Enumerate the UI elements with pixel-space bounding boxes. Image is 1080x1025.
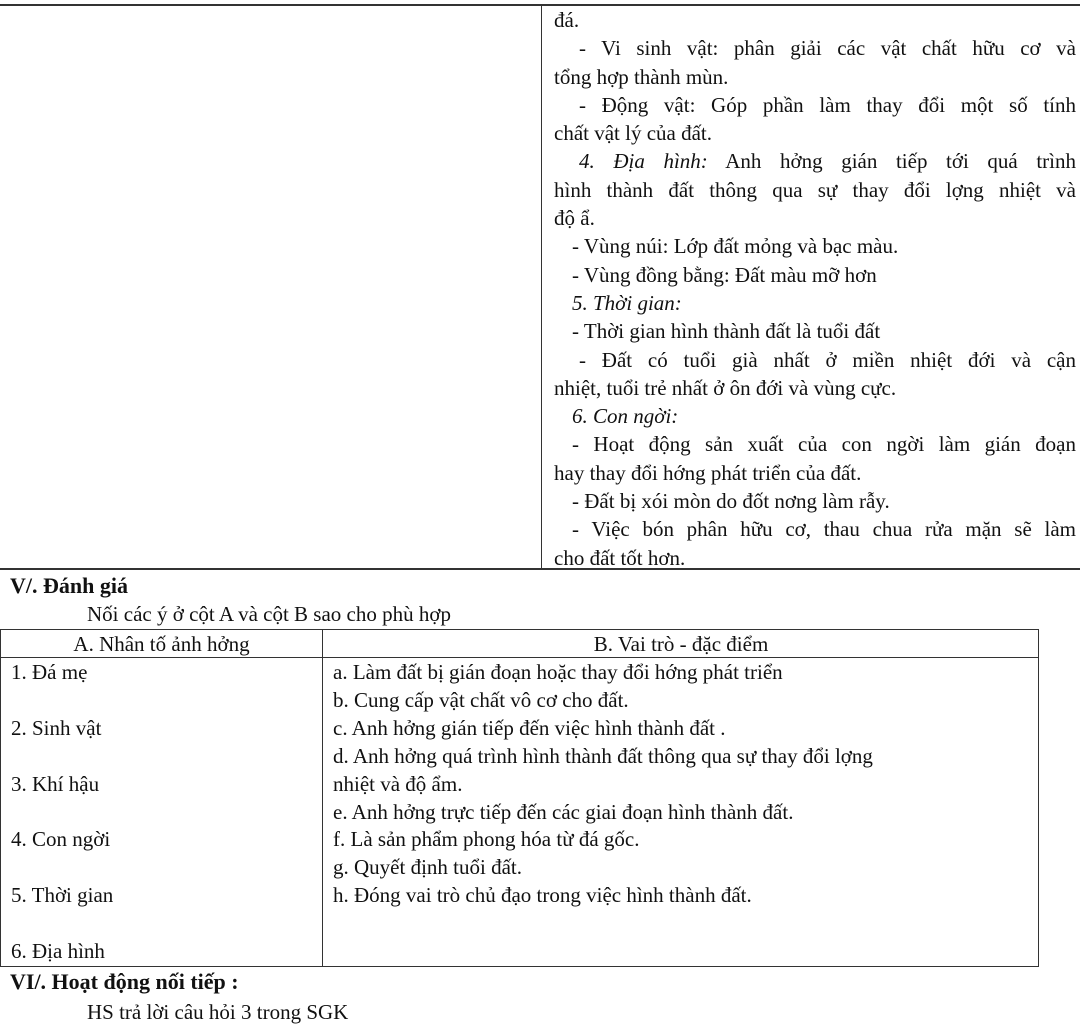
text-line: [554, 147, 1076, 175]
role-item: f. Là sản phẩm phong hóa từ đá gốc.: [333, 827, 640, 851]
factor-item: 5. Thời gian: [11, 883, 114, 907]
role-item: b. Cung cấp vật chất vô cơ cho đất.: [333, 688, 629, 712]
text-line: - Đất có tuổi già nhất ở miền nhiệt đới và cận: [579, 347, 1076, 372]
matching-table: [0, 629, 1039, 967]
text-line: - Vùng đồng bằng: Đất màu mỡ hơn: [572, 262, 877, 287]
text-line: - Đất bị xói mòn do đốt nơng làm rẫy.: [572, 489, 890, 514]
header-column-a: A. Nhân tố ảnh hởng: [73, 632, 250, 656]
role-item: h. Đóng vai trò chủ đạo trong việc hình thành đất.: [333, 883, 752, 907]
factor-item: 6. Địa hình: [11, 939, 105, 963]
text-line: - Việc bón phân hữu cơ, thau chua rửa mặn sẽ làm: [572, 517, 1076, 542]
factor-item: 1. Đá mẹ: [11, 660, 88, 684]
text-fragment: Anh hởng gián tiếp tới quá trình: [707, 149, 1076, 174]
text-line: - Vi sinh vật: phân giải các vật chất hữu cơ và: [579, 36, 1076, 61]
text-line: hình thành đất thông qua sự thay đổi lợng nhiệt và: [554, 177, 1076, 202]
heading-thoi-gian: [554, 289, 1076, 317]
text-line: đá.: [554, 8, 580, 32]
section-title-hoat-dong-noi-tiep: VI/. Hoạt động nối tiếp :: [10, 969, 239, 994]
text-line: chất vật lý của đất.: [554, 121, 713, 146]
role-item: nhiệt và độ ẩm.: [333, 772, 463, 796]
homework-text: HS trả lời câu hỏi 3 trong SGK: [87, 1000, 349, 1024]
heading-con-nguoi: [554, 402, 1076, 430]
text-line: - Thời gian hình thành đất là tuổi đất: [572, 319, 881, 344]
content-table-continuation: [0, 4, 1080, 570]
text-line: hay thay đổi hớng phát triển của đất.: [554, 460, 862, 485]
heading-text: 6. Con ngời:: [572, 404, 679, 429]
factor-item: 2. Sinh vật: [11, 716, 102, 740]
text-line: nhiệt, tuổi trẻ nhất ở ôn đới và vùng cực.: [554, 375, 897, 400]
text-line: - Động vật: Góp phần làm thay đổi một số tính: [579, 92, 1076, 117]
text-line: độ ẩ.: [554, 206, 595, 231]
header-column-b: B. Vai trò - đặc điểm: [593, 632, 769, 656]
text-line: tổng hợp thành mùn.: [554, 64, 729, 89]
section-title-danh-gia: V/. Đánh giá: [10, 573, 128, 598]
role-item: c. Anh hởng gián tiếp đến việc hình thành đất .: [333, 716, 726, 740]
factor-item: 3. Khí hậu: [11, 772, 100, 796]
content-cell: [543, 6, 1076, 568]
teacher-student-activity-cell: [0, 6, 542, 568]
role-item: g. Quyết định tuổi đất.: [333, 855, 522, 879]
role-item: d. Anh hởng quá trình hình thành đất thông qua sự thay đổi lợng: [333, 744, 873, 768]
text-line: cho đất tốt hơn.: [554, 545, 686, 570]
text-line: - Hoạt động sản xuất của con ngời làm gián đoạn: [572, 432, 1076, 457]
factor-item: 4. Con ngời: [11, 827, 111, 851]
role-item: a. Làm đất bị gián đoạn hoặc thay đổi hớng phát triển: [333, 660, 783, 684]
role-item: e. Anh hởng trực tiếp đến các giai đoạn hình thành đất.: [333, 800, 794, 824]
heading-dia-hinh: 4. Địa hình:: [579, 149, 708, 174]
text-line: - Vùng núi: Lớp đất mỏng và bạc màu.: [572, 234, 899, 259]
heading-text: 5. Thời gian:: [572, 290, 682, 315]
instruction-text: Nối các ý ở cột A và cột B sao cho phù hợp: [87, 602, 451, 626]
